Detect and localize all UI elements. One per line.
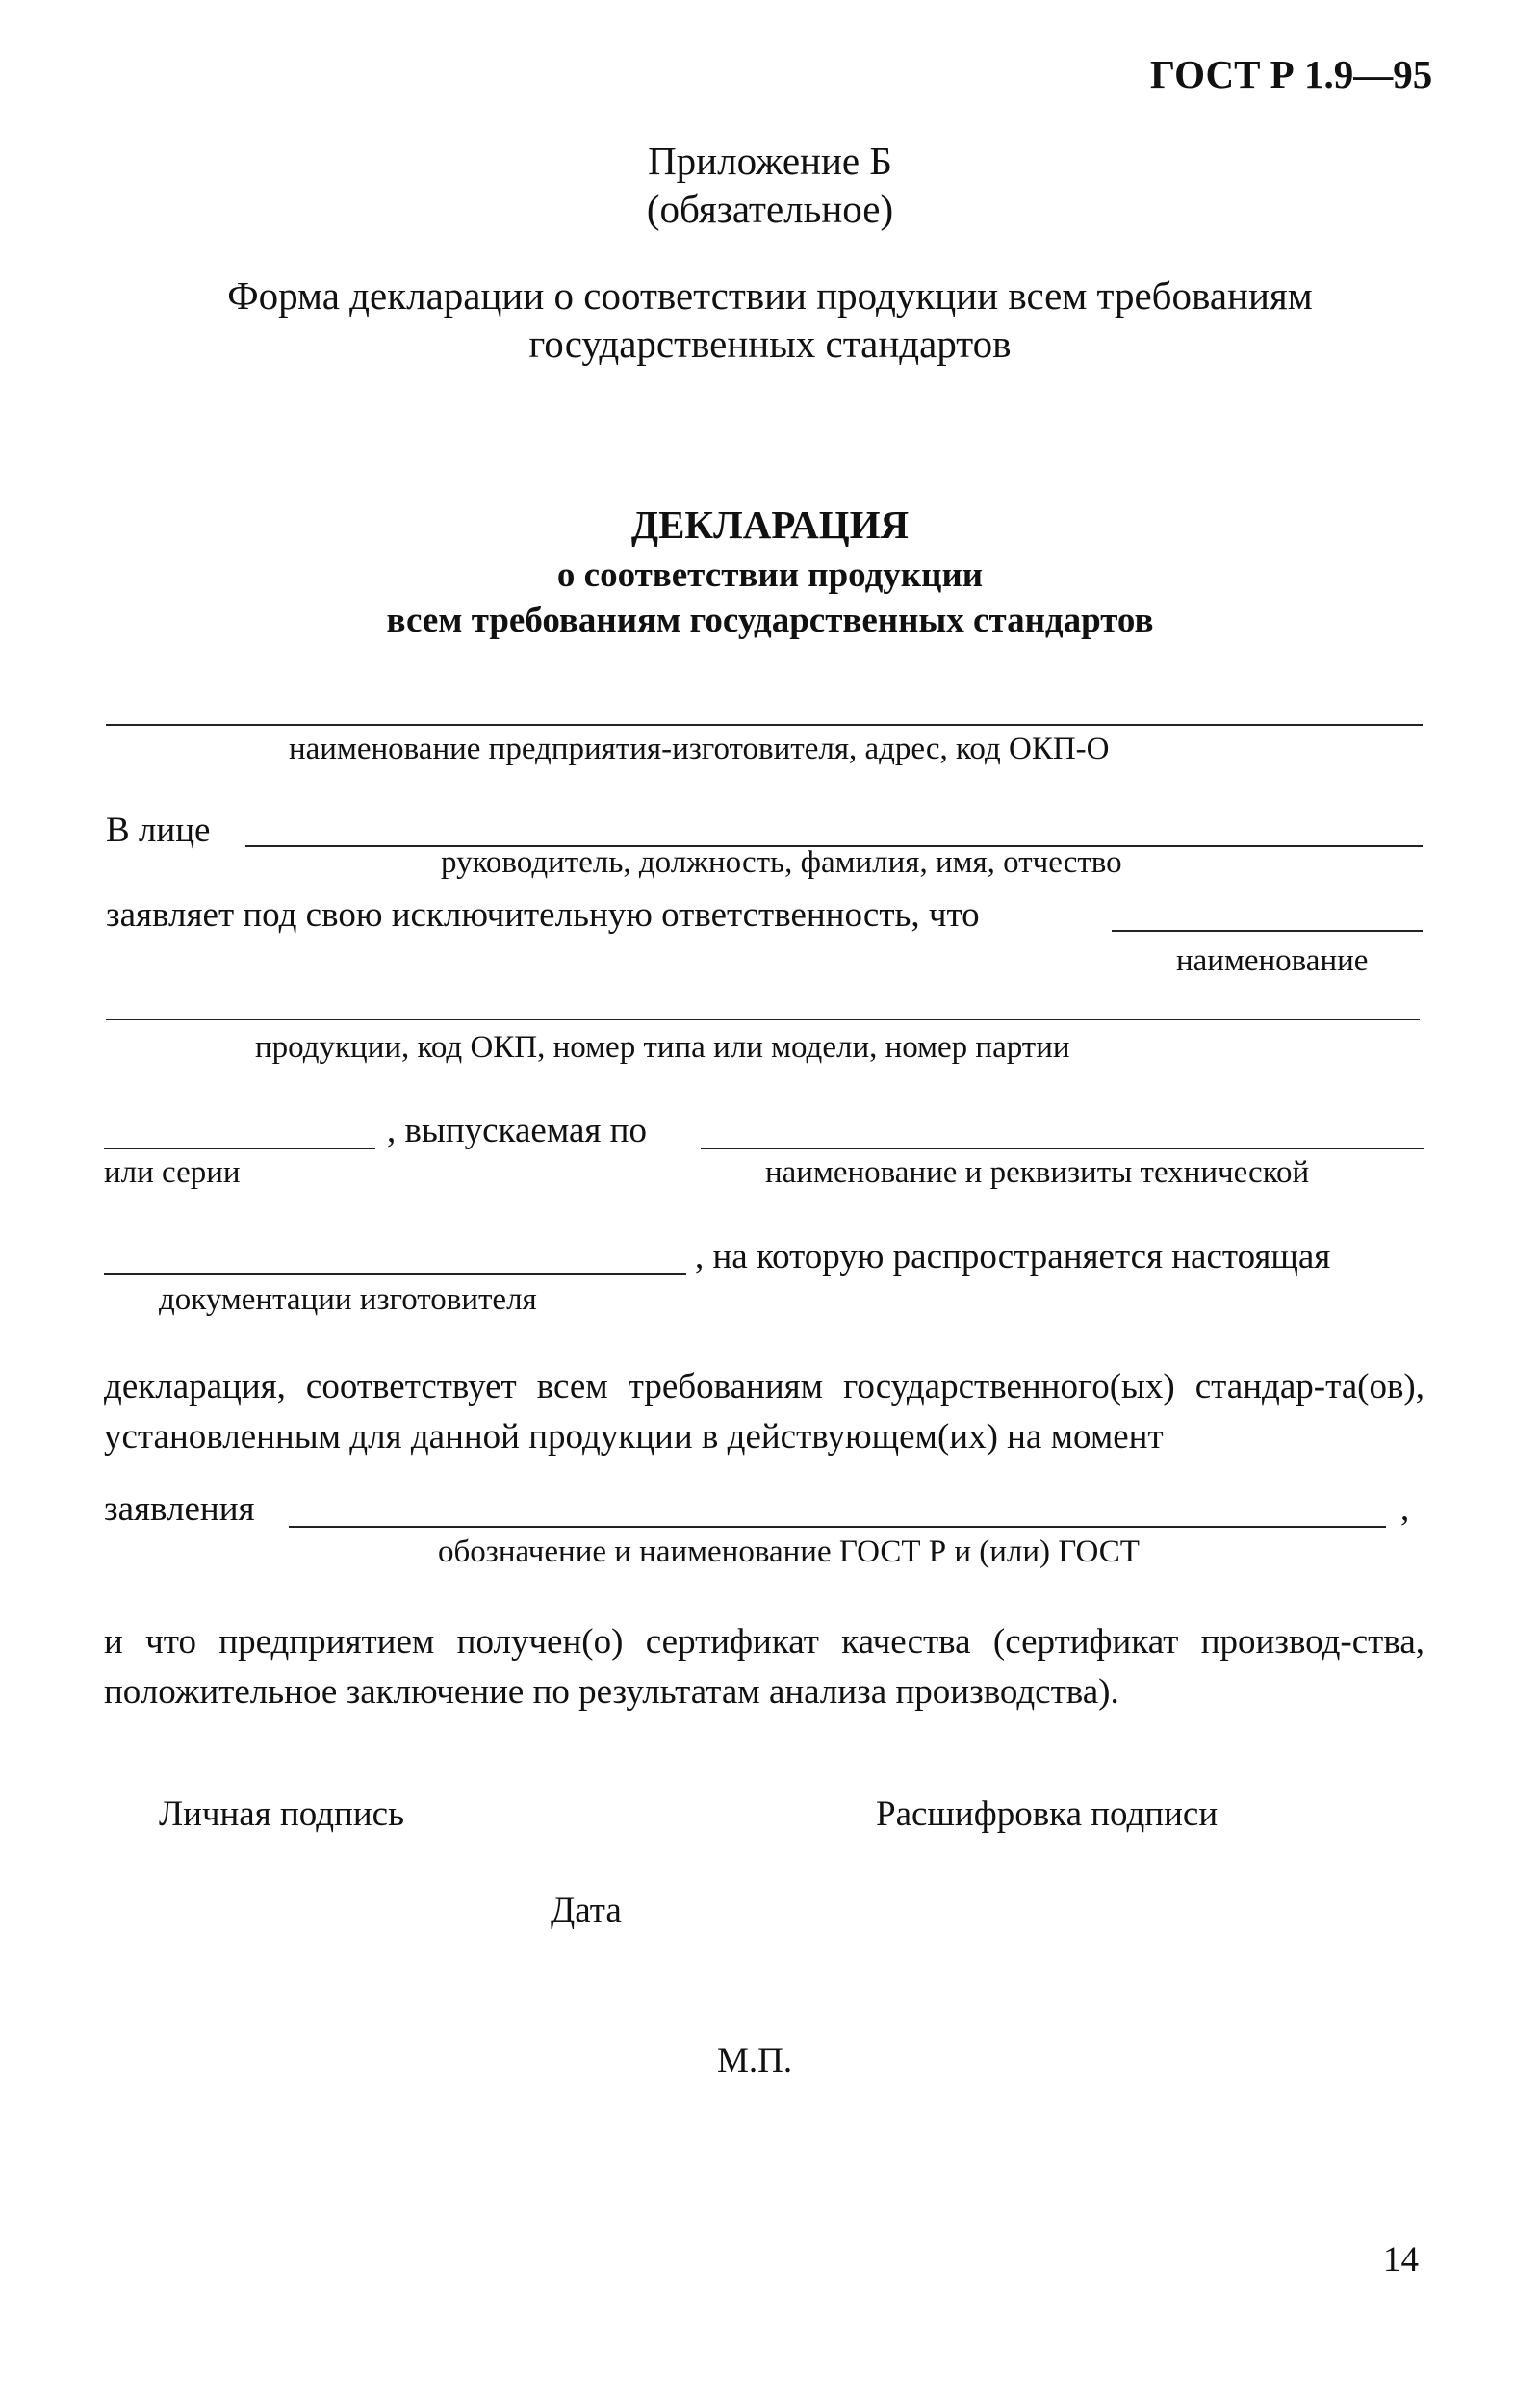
hint-name: наименование	[1176, 943, 1369, 978]
stamp-label: М.П.	[717, 2041, 793, 2080]
hint-enterprise: наименование предприятия-изготовителя, адрес, код ОКП-О	[289, 732, 1110, 766]
in-person-label: В лице	[106, 811, 211, 850]
series-fill-line[interactable]	[104, 1148, 375, 1149]
name-fill-line[interactable]	[1112, 930, 1423, 932]
hint-docs: документации изготовителя	[159, 1282, 537, 1317]
hint-head: руководитель, должность, фамилия, имя, отчество	[441, 845, 1122, 880]
form-title-line2: государственных стандартов	[528, 322, 1012, 366]
page-number: 14	[1383, 2240, 1419, 2280]
appendix-title: Приложение Б	[648, 139, 892, 183]
declaration-subtitle-2: всем требованиям государственных стандартов	[386, 601, 1154, 640]
produced-by-text: , выпускаемая по	[387, 1111, 647, 1150]
declaration-title: ДЕКЛАРАЦИЯ	[630, 503, 910, 547]
declares-text: заявляет под свою исключительную ответственность, что	[106, 895, 980, 935]
paragraph-certificate: и что предприятием получен(о) сертификат качества (сертификат производ-ства, положительное заключение по результатам анализа производства).	[104, 1622, 1424, 1712]
paragraph-compliance: декларация, соответствует всем требованиям государственного(ых) стандар-та(ов), установленным для данной продукции в действующем(их) на момент	[104, 1367, 1424, 1457]
enterprise-fill-line[interactable]	[106, 724, 1423, 726]
hint-series: или серии	[104, 1155, 241, 1190]
date-label: Дата	[551, 1891, 622, 1930]
hint-gost: обозначение и наименование ГОСТ Р и (или) ГОСТ	[438, 1535, 1140, 1569]
product-fill-line[interactable]	[106, 1019, 1420, 1020]
hint-product: продукции, код ОКП, номер типа или модели, номер партии	[255, 1030, 1070, 1065]
form-title-line1: Форма декларации о соответствии продукции всем требованиям	[227, 273, 1313, 318]
statement-label: заявления	[104, 1489, 255, 1529]
hint-tech: наименование и реквизиты технической	[765, 1155, 1310, 1190]
declaration-subtitle-1: о соответствии продукции	[556, 555, 984, 595]
applies-to-text: , на которую распространяется настоящая	[695, 1237, 1331, 1277]
document-code: ГОСТ Р 1.9—95	[1150, 52, 1433, 96]
signature-decode-label: Расшифровка подписи	[876, 1794, 1219, 1834]
tech-fill-line[interactable]	[701, 1148, 1424, 1149]
personal-signature-label: Личная подпись	[159, 1794, 404, 1834]
appendix-status: (обязательное)	[646, 187, 894, 231]
gost-fill-line[interactable]	[289, 1526, 1386, 1528]
statement-comma: ,	[1400, 1489, 1410, 1529]
docs-fill-line[interactable]	[104, 1273, 686, 1275]
